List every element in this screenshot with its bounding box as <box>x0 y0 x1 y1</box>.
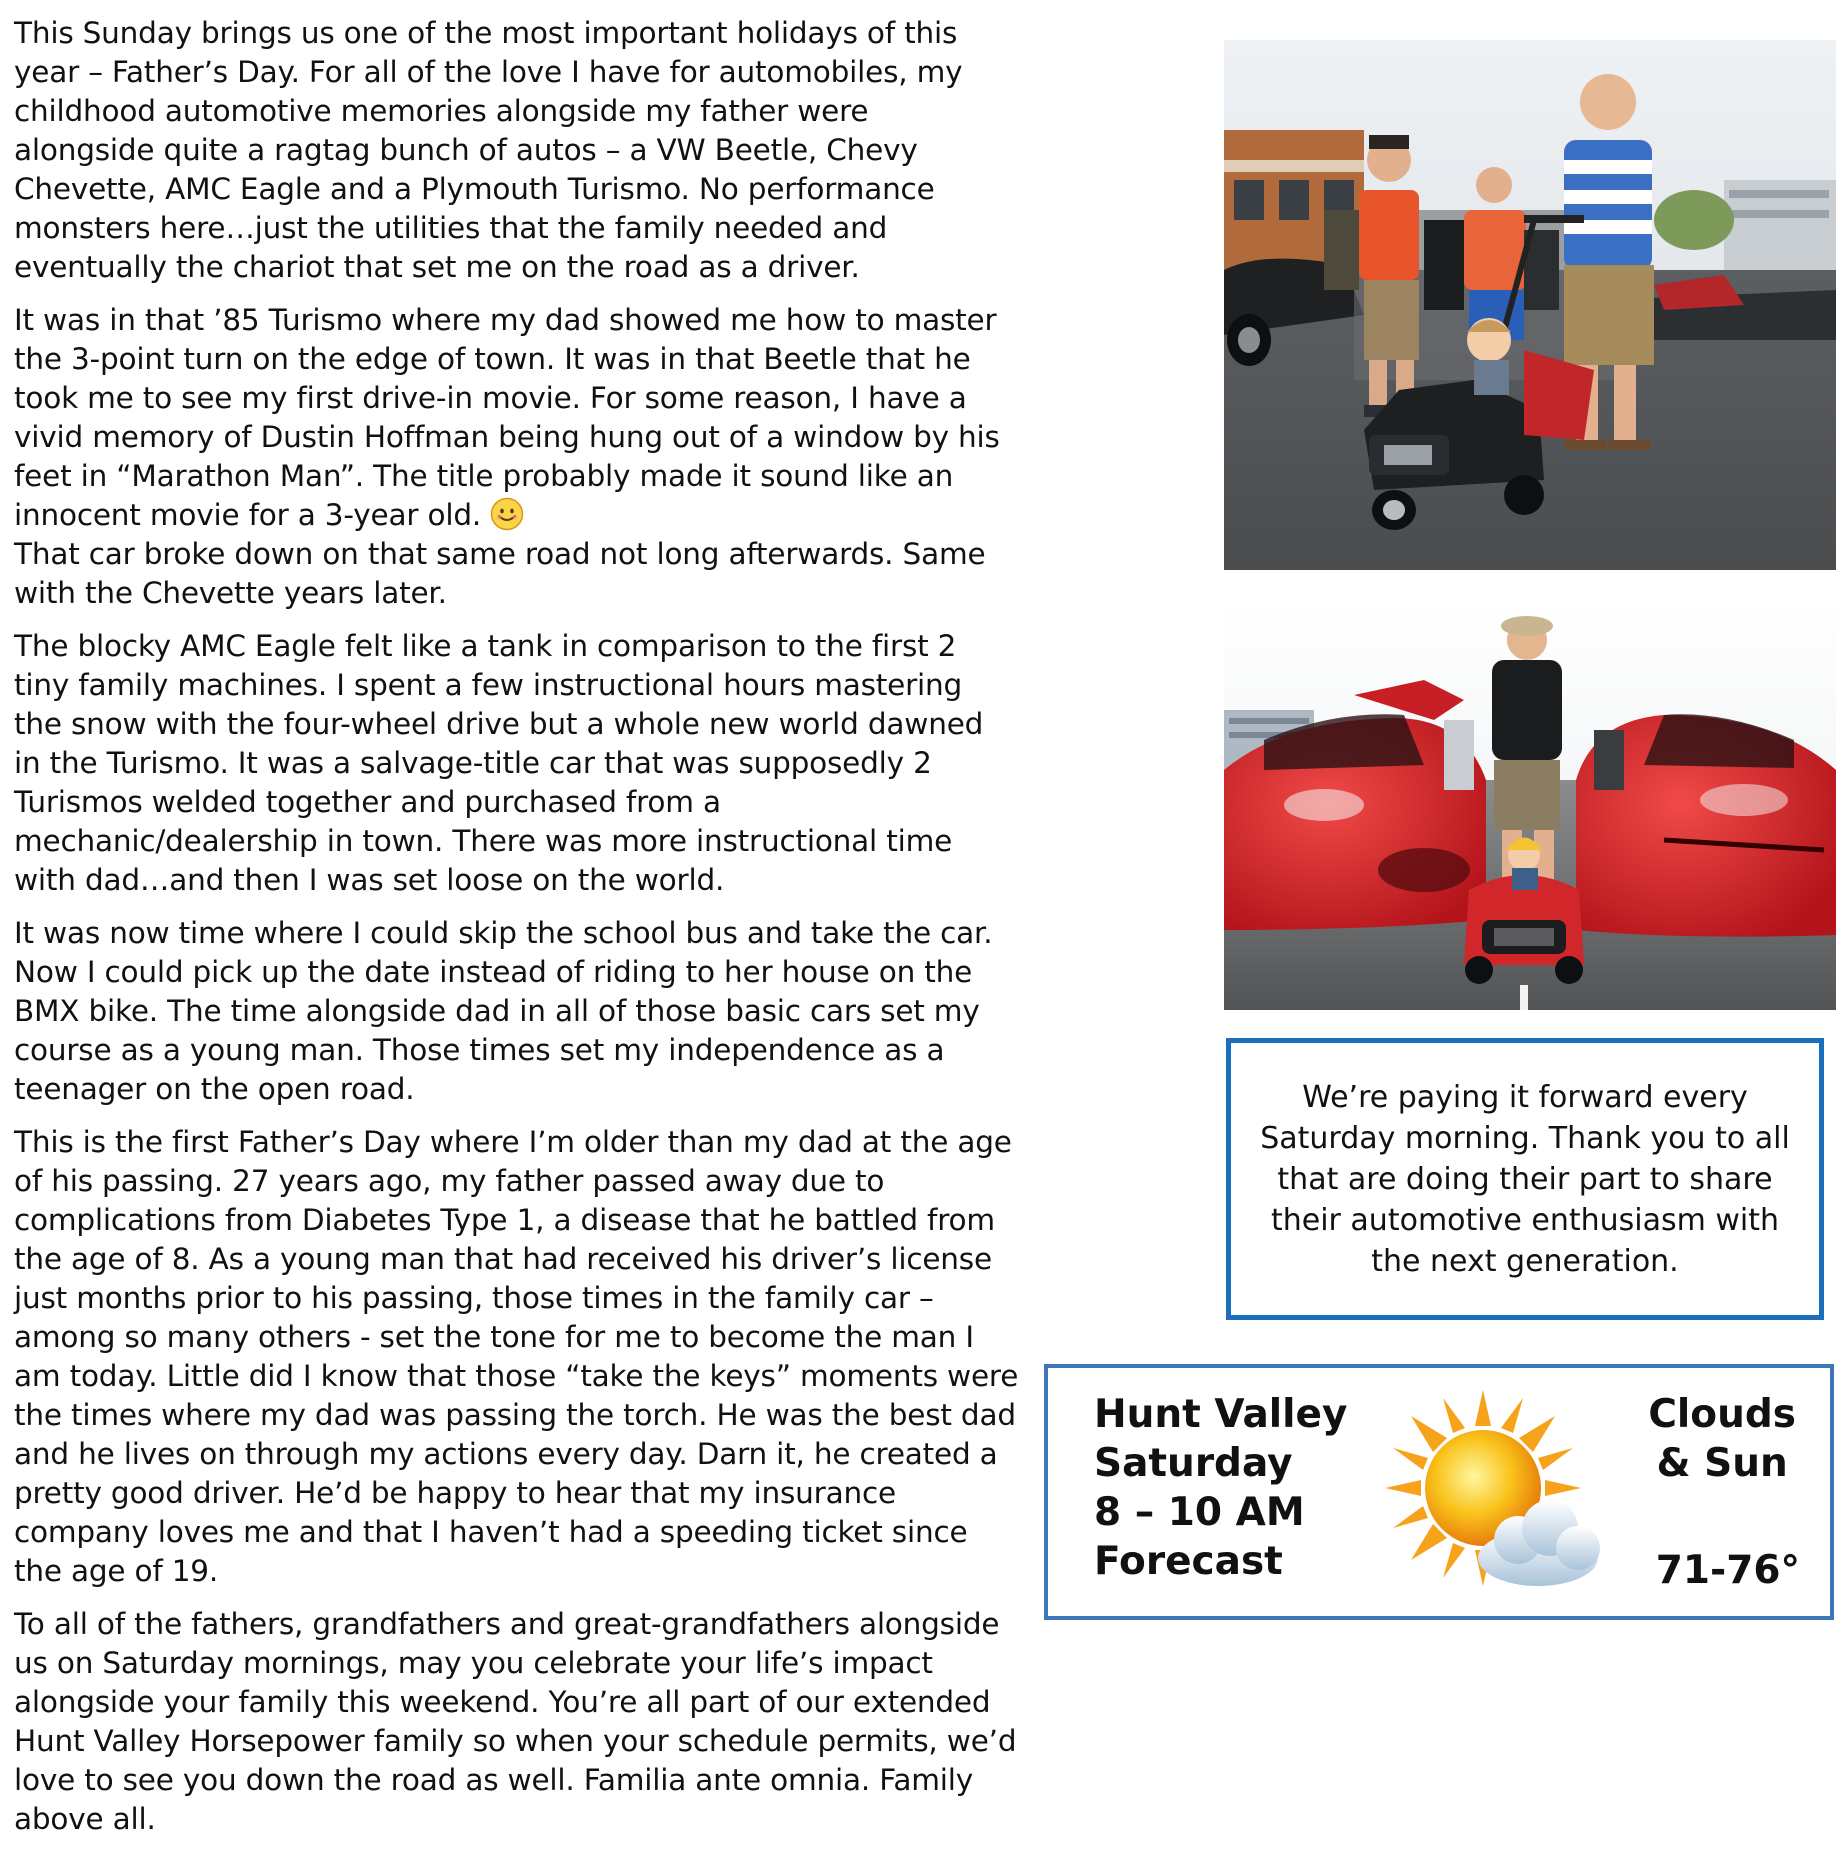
paragraph-4: It was now time where I could skip the school bus and take the car. Now I could pick up the date instead of riding to her house on the BMX bike. The time alongside dad in all of those basic cars set my course as a young man. Those times set my independence as a teenager on the open road. <box>14 916 993 1106</box>
paying-it-forward-callout <box>1226 1038 1824 1320</box>
forecast-label: Forecast <box>1094 1539 1283 1584</box>
forecast-condition-line2: & Sun <box>1656 1441 1788 1486</box>
forecast-condition-line1: Clouds <box>1648 1392 1796 1437</box>
paragraph-5: This is the first Father’s Day where I’m older than my dad at the age of his passing. 27 years ago, my father passed away due to complications from Diabetes Type 1, a disease that he battled from the age of 8. As a young man that had received his driver’s license just months prior to his passing, those times in the family car – among so many others - set the tone for me to become the man I am today. Little did I know that those “take the keys” moments were the times where my dad was passing the torch. He was the best dad and he lives on through my actions every day. Darn it, he created a pretty good driver. He’d be happy to hear that my insurance company loves me and that I haven’t had a speeding ticket since the age of 19. <box>14 1125 1019 1588</box>
photo-men-with-child-in-black-pedal-car <box>1224 40 1836 570</box>
forecast-temperature: 71-76° <box>1655 1548 1800 1593</box>
smiling-face-emoji-icon <box>490 497 524 531</box>
article <box>14 14 1204 1853</box>
paragraph-6: To all of the fathers, grandfathers and great-grandfathers alongside us on Saturday mornings, may you celebrate your life’s impact alongside your family this weekend. You’re all part of our extended Hunt Valley Horsepower family so when your schedule permits, we’d love to see you down the road as well. Familia ante omnia. Family above all. <box>14 1607 1017 1836</box>
paragraph-2-continued: That car broke down on that same road not long afterwards. Same with the Chevette years later. <box>14 537 986 610</box>
forecast-time: 8 – 10 AM <box>1094 1490 1305 1535</box>
paragraph-3: The blocky AMC Eagle felt like a tank in comparison to the first 2 tiny family machines. I spent a few instructional hours mastering the snow with the four-wheel drive but a whole new world dawned in the Turismo. It was a salvage-title car that was supposedly 2 Turismos welded together and purchased from a mechanic/dealership in town. There was more instructional time with dad…and then I was set loose on the world. <box>14 629 984 897</box>
paragraph-2 <box>14 301 1014 535</box>
forecast-day: Saturday <box>1094 1441 1293 1486</box>
weather-forecast-box <box>1044 1364 1834 1620</box>
callout-text: We’re paying it forward every Saturday morning. Thank you to all that are doing their part to share their automotive enthusiasm with the next generation. <box>1260 1079 1790 1279</box>
forecast-condition <box>1648 1390 1796 1488</box>
paragraph-2-text: It was in that ’85 Turismo where my dad showed me how to master the 3-point turn on the edge of town. It was in that Beetle that he took me to see my first drive-in movie. For some reason, I have a vivid memory of Dustin Hoffman being hung out of a window by his feet in “Marathon Man”. The title probably made it sound like an innocent movie for a 3-year old. <box>14 303 1000 532</box>
photo-child-in-red-pedal-car-between-red-sports-cars <box>1224 600 1836 1010</box>
forecast-heading <box>1094 1390 1347 1586</box>
forecast-location: Hunt Valley <box>1094 1392 1348 1437</box>
sun-with-cloud-icon <box>1378 1388 1608 1608</box>
paragraph-1: This Sunday brings us one of the most important holidays of this year – Father’s Day. For all of the love I have for automobiles, my childhood automotive memories alongside my father were alongside quite a ragtag bunch of autos – a VW Beetle, Chevy Chevette, AMC Eagle and a Plymouth Turismo. No performance monsters here…just the utilities that the family needed and eventually the chariot that set me on the road as a driver. <box>14 16 963 284</box>
